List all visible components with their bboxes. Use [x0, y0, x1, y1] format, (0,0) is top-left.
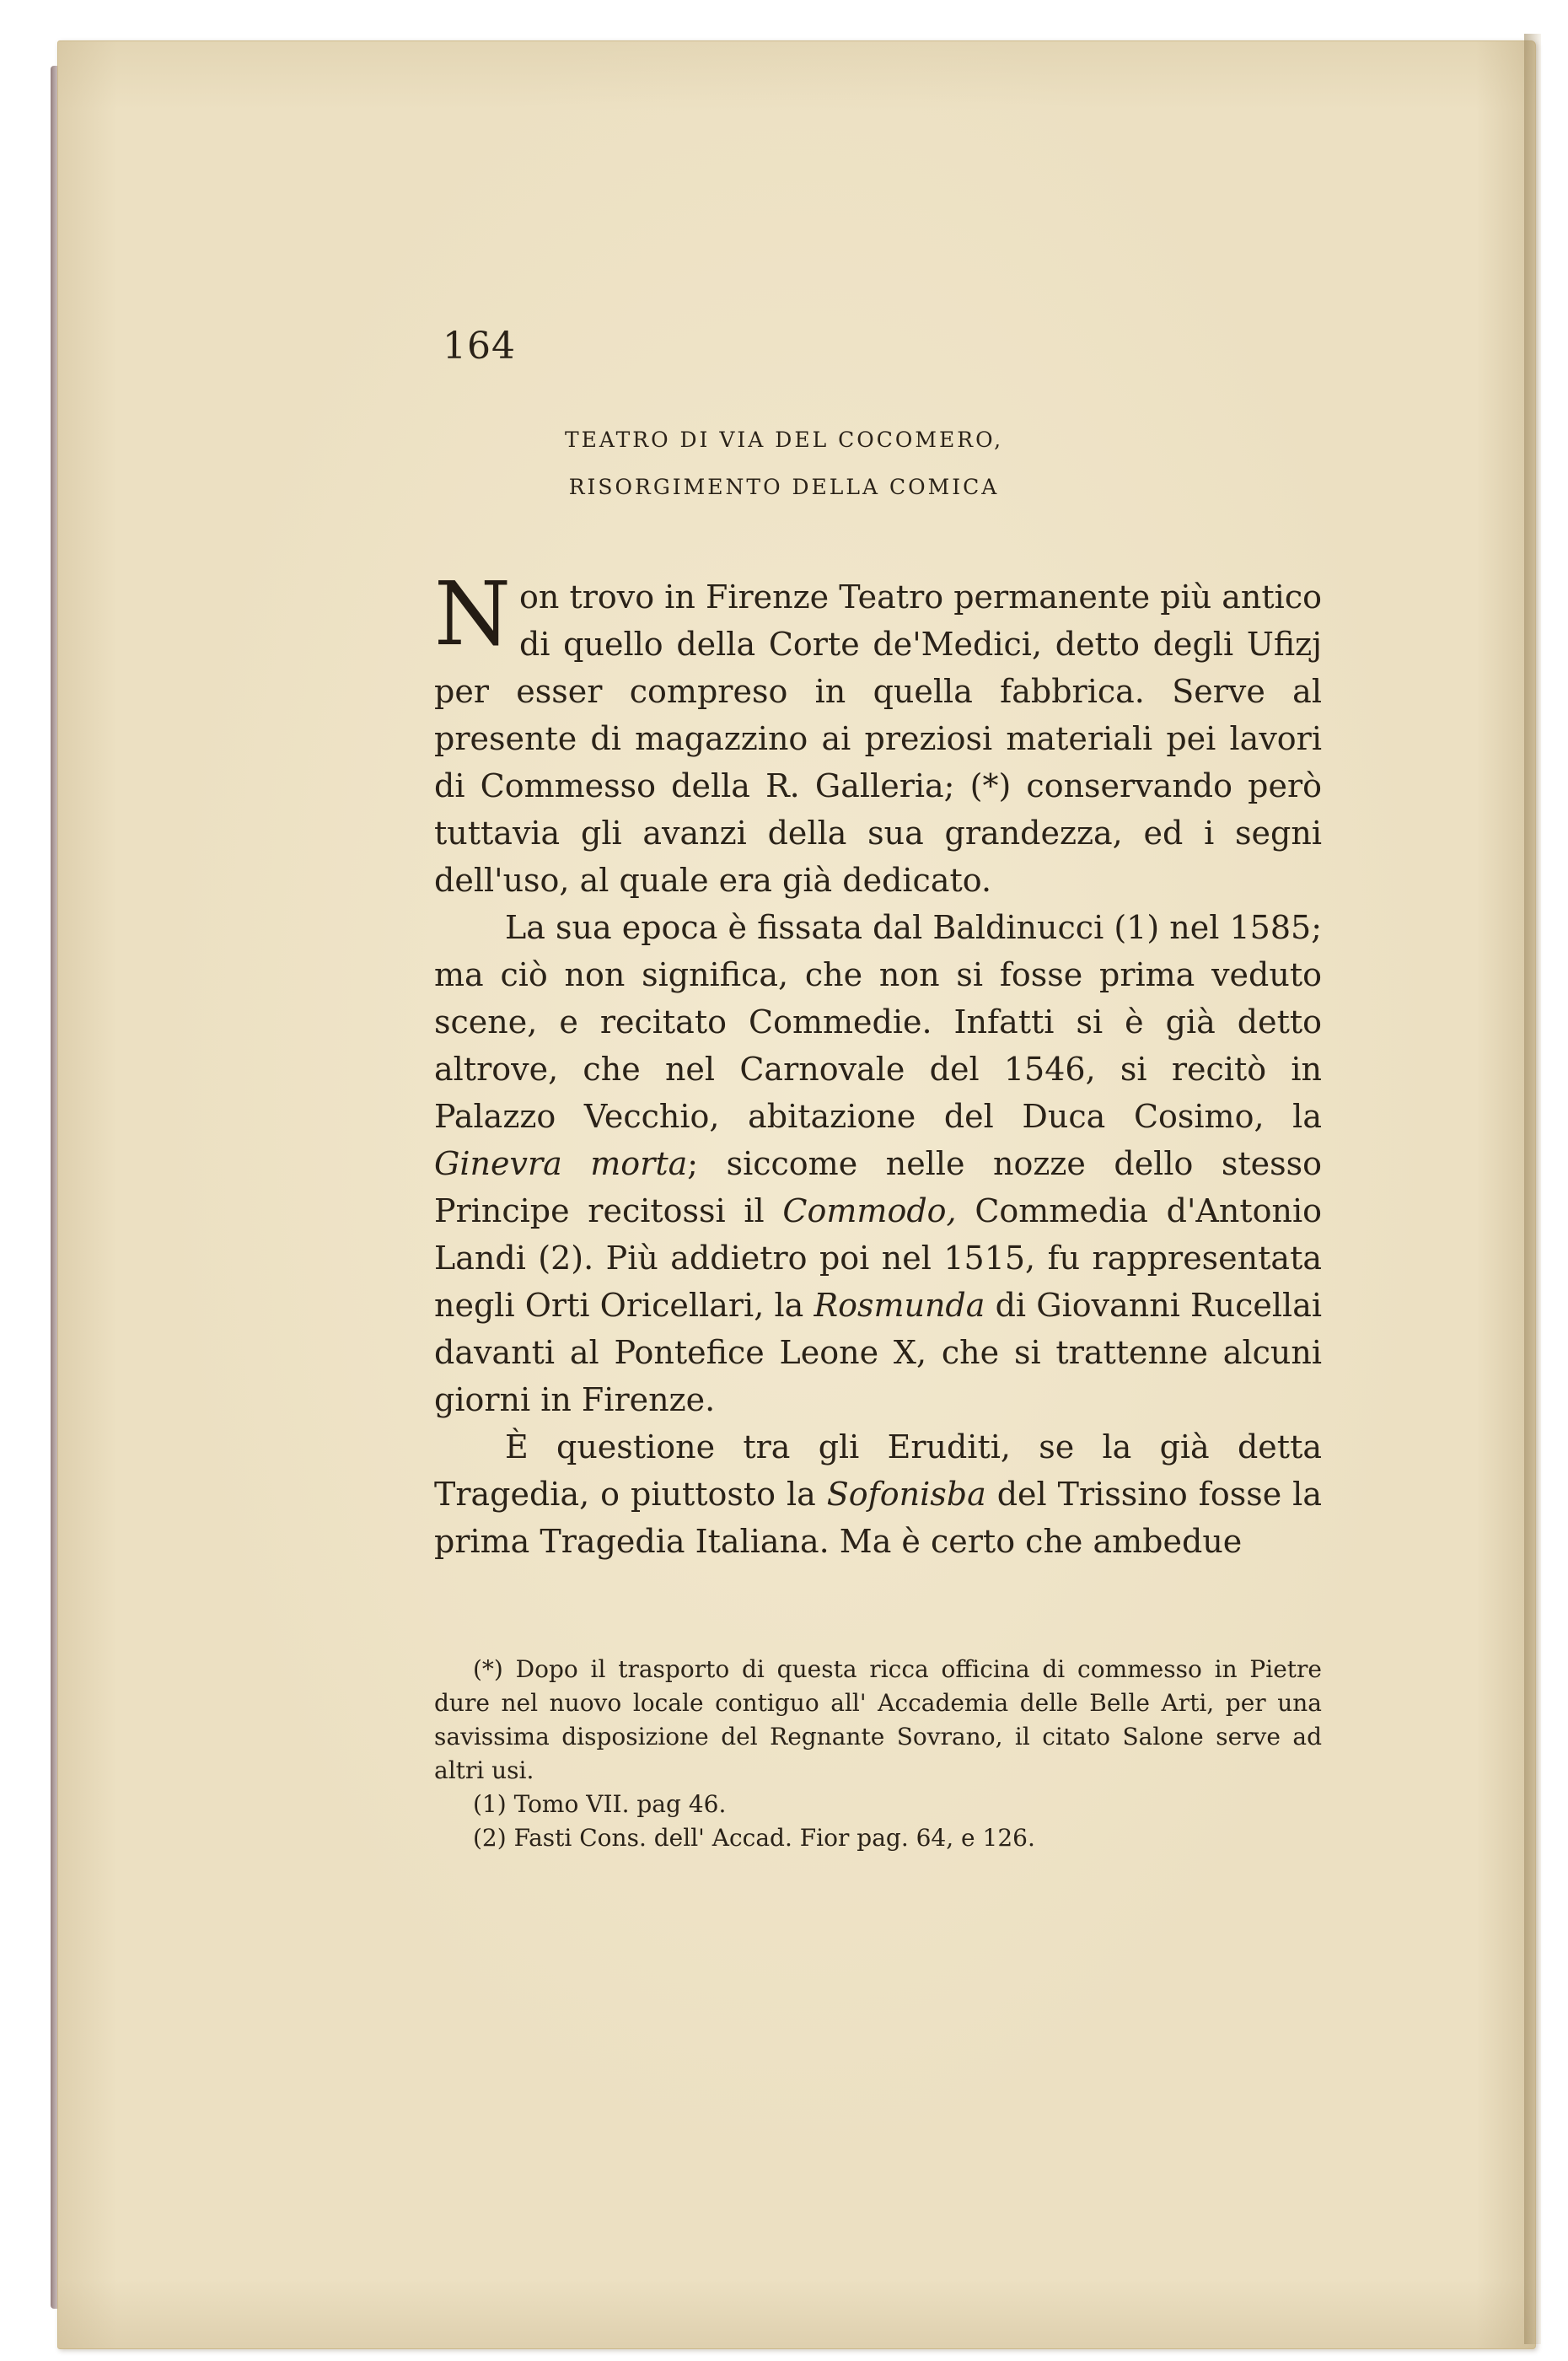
title-ginevra-morta: Ginevra morta — [434, 1145, 688, 1182]
paragraph-2-text-d: di Giovanni Rucellai davanti al Pontefice Leone X, che si trattenne alcuni giorni in Firenze. — [434, 1287, 1322, 1418]
footnote-star: (*) Dopo il trasporto di questa ricca officina di commesso in Pietre dure nel nuovo locale contiguo all' Accademia delle Belle Arti, per una savissima disposizione del Regnante Sovrano, il citato Salone serve ad altri usi. — [434, 1655, 1322, 1784]
paragraph-3-text-a: È questione tra gli Eruditi, se la già detta Tragedia, o piuttosto la — [434, 1428, 1322, 1513]
paragraph-3-text-b: del Trissino fosse la prima Tragedia Italiana. Ma è certo che ambedue — [434, 1476, 1322, 1560]
chapter-title-line-2: RISORGIMENTO DELLA COMICA — [568, 475, 1000, 499]
title-sofonisba: Sofonisba — [826, 1476, 986, 1513]
title-rosmunda: Rosmunda — [814, 1287, 985, 1324]
paragraph-2-text-a: La sua epoca è fissata dal Baldinucci (1) nel 1585; ma ciò non significa, che non si fosse prima veduto scene, e recitato Commedie. Infatti si è già detto altrove, che nel Carnovale del 1546, si recitò in Palazzo Vecchio, abitazione del Duca Cosimo, la — [434, 909, 1322, 1135]
paragraph-1-text: on trovo in Firenze Teatro permanente più antico di quello della Corte de'Medici, detto degli Ufizj per esser compreso in quella fabbrica. Serve al presente di magazzino ai preziosi materiali pei lavori di Commesso della R. Galleria; (*) conservando però tuttavia gli avanzi della sua grandezza, ed i segni dell'uso, al quale era già dedicato. — [434, 578, 1322, 899]
title-commodo: Commodo, — [782, 1192, 957, 1229]
drop-cap: N — [434, 562, 511, 665]
paragraph-2-text-b: ; siccome nelle nozze dello stesso Principe recitossi il — [434, 1145, 1323, 1229]
paragraph-2-text-c: Commedia d'Antonio Landi (2). Più addietro poi nel 1515, fu rappresentata negli Orti Oricellari, la — [434, 1192, 1322, 1324]
footnote-2: (2) Fasti Cons. dell' Accad. Fior pag. 64, e 126. — [473, 1824, 1035, 1852]
page-number: 164 — [443, 325, 516, 368]
paragraph-1 — [434, 562, 1322, 904]
paragraph-3 — [434, 1423, 1322, 1565]
chapter-title-line-1: TEATRO DI VIA DEL COCOMERO, — [564, 428, 1004, 452]
binding-shadow — [1524, 34, 1541, 2344]
footnote-1: (1) Tomo VII. pag 46. — [473, 1790, 727, 1818]
paragraph-2 — [434, 904, 1322, 1423]
main-text — [434, 562, 1323, 1565]
footnotes — [434, 1653, 1322, 1855]
